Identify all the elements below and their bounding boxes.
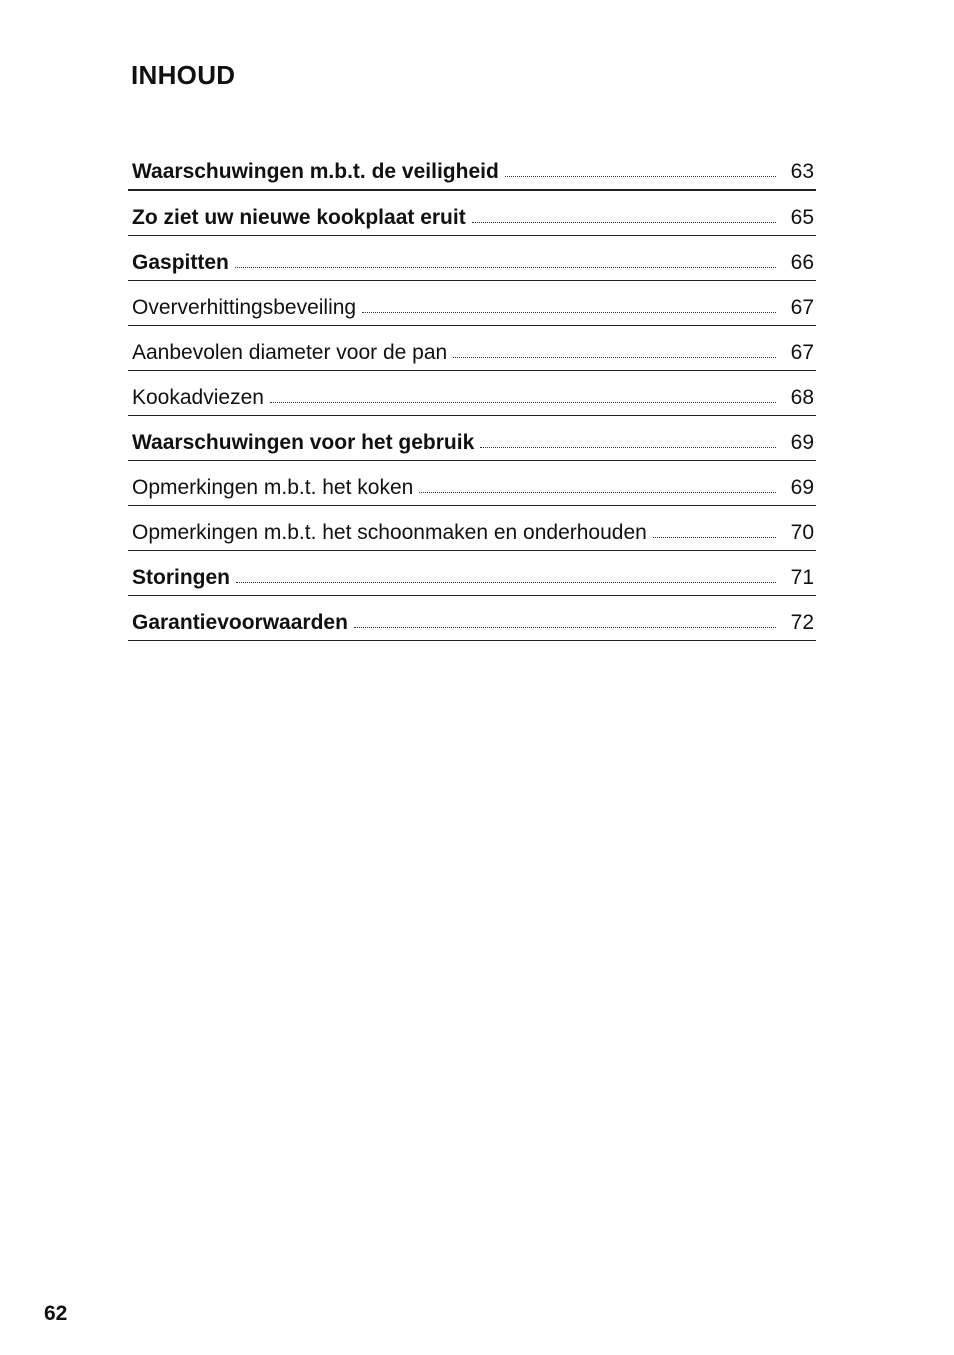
toc-dot-leader [653, 537, 776, 538]
toc-entry-label: Garantievoorwaarden [132, 611, 348, 634]
toc-page-number: 72 [790, 611, 814, 634]
toc-dot-leader [236, 582, 776, 583]
toc-row[interactable] [128, 236, 816, 281]
toc-dot-leader [453, 357, 776, 358]
page-title: INHOUD [131, 60, 236, 90]
toc-entry-label: Storingen [132, 566, 230, 589]
toc-page-number: 70 [790, 521, 814, 544]
toc-row[interactable] [128, 416, 816, 461]
toc-row[interactable] [128, 191, 816, 236]
toc-page-number: 67 [790, 296, 814, 319]
toc-entry-label: Opmerkingen m.b.t. het schoonmaken en onderhouden [132, 521, 647, 544]
toc-page-number: 68 [790, 386, 814, 409]
toc-entry-label: Aanbevolen diameter voor de pan [132, 341, 448, 364]
toc-page-number: 67 [790, 341, 814, 364]
toc-row[interactable] [128, 596, 816, 641]
toc-dot-leader [419, 492, 776, 493]
table-of-contents [128, 146, 816, 641]
toc-row[interactable] [128, 281, 816, 326]
toc-page-number: 65 [790, 206, 814, 229]
toc-page-number: 66 [790, 251, 814, 274]
toc-page-number: 63 [790, 160, 814, 183]
toc-dot-leader [354, 627, 776, 628]
toc-dot-leader [472, 222, 776, 223]
toc-dot-leader [235, 267, 776, 268]
toc-entry-label: Kookadviezen [132, 386, 264, 409]
toc-row[interactable] [128, 326, 816, 371]
toc-page-number: 71 [790, 566, 814, 589]
toc-entry-label: Gaspitten [132, 251, 229, 274]
toc-entry-label: Oververhittingsbeveiling [132, 296, 357, 319]
toc-row[interactable] [128, 371, 816, 416]
toc-entry-label: Zo ziet uw nieuwe kookplaat eruit [132, 206, 466, 229]
toc-entry-label: Waarschuwingen m.b.t. de veiligheid [132, 160, 499, 183]
toc-row[interactable] [128, 506, 816, 551]
toc-row[interactable] [128, 551, 816, 596]
toc-page-number: 69 [790, 476, 814, 499]
toc-dot-leader [270, 402, 776, 403]
toc-page-number: 69 [790, 431, 814, 454]
toc-dot-leader [480, 447, 776, 448]
toc-entry-label: Opmerkingen m.b.t. het koken [132, 476, 414, 499]
toc-dot-leader [505, 176, 776, 177]
footer-page-number: 62 [44, 1302, 68, 1325]
toc-dot-leader [362, 312, 776, 313]
toc-row[interactable] [128, 461, 816, 506]
toc-row[interactable] [128, 146, 816, 191]
toc-entry-label: Waarschuwingen voor het gebruik [132, 431, 475, 454]
